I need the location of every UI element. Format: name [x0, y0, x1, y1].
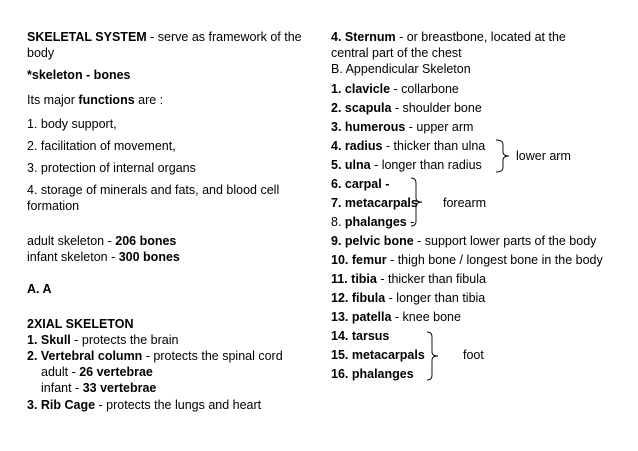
- text-line: central part of the chest: [331, 46, 462, 60]
- function-item: 4. storage of minerals and fats, and blood cell: [27, 183, 280, 197]
- sternum-line: 4. Sternum - or breastbone, located at the: [331, 30, 566, 44]
- adult-vertebrae-line: adult - 26 vertebrae: [41, 365, 153, 379]
- rib-cage-line: 3. Rib Cage - protects the lungs and heart: [27, 398, 262, 412]
- skull-line: 1. Skull - protects the brain: [27, 333, 179, 347]
- adult-skeleton-line: adult skeleton - 206 bones: [27, 234, 177, 248]
- function-item: 1. body support,: [27, 117, 117, 131]
- functions-line: Its major functions are :: [27, 93, 164, 107]
- infant-skeleton-line: infant skeleton - 300 bones: [27, 250, 180, 264]
- forearm-label: forearm: [443, 196, 487, 210]
- skeleton-bones-line: *skeleton - bones: [27, 68, 131, 82]
- vertebral-column-line: 2. Vertebral column - protects the spinal cord: [27, 349, 283, 363]
- metacarpals-foot-line: 15. metacarpals: [331, 348, 425, 362]
- function-item: 3. protection of internal organs: [27, 161, 196, 175]
- function-item: 2. facilitation of movement,: [27, 139, 176, 153]
- forearm-brace: [410, 176, 424, 228]
- scapula-line: 2. scapula - shoulder bone: [331, 101, 482, 115]
- pelvic-bone-line: 9. pelvic bone - support lower parts of the body: [331, 234, 597, 248]
- function-item: formation: [27, 199, 80, 213]
- text-line: body: [27, 46, 55, 60]
- tibia-line: 11. tibia - thicker than fibula: [331, 272, 486, 286]
- foot-label: foot: [463, 348, 484, 362]
- patella-line: 13. patella - knee bone: [331, 310, 461, 324]
- fibula-line: 12. fibula - longer than tibia: [331, 291, 486, 305]
- radius-line: 4. radius - thicker than ulna: [331, 139, 486, 153]
- phalanges-line: 8. phalanges -: [331, 215, 415, 229]
- axial-skeleton-heading: 2XIAL SKELETON: [27, 317, 134, 331]
- ulna-line: 5. ulna - longer than radius: [331, 158, 482, 172]
- skeletal-system-heading: SKELETAL SYSTEM - serve as framework of the: [27, 30, 302, 44]
- metacarpals-line: 7. metacarpals: [331, 196, 418, 210]
- carpal-line: 6. carpal -: [331, 177, 390, 191]
- tarsus-line: 14. tarsus: [331, 329, 390, 343]
- lower-arm-brace: [495, 138, 511, 174]
- infant-vertebrae-line: infant - 33 vertebrae: [41, 381, 157, 395]
- phalanges-foot-line: 16. phalanges: [331, 367, 414, 381]
- foot-brace: [426, 330, 440, 382]
- lower-arm-label: lower arm: [516, 149, 571, 163]
- clavicle-line: 1. clavicle - collarbone: [331, 82, 459, 96]
- humerous-line: 3. humerous - upper arm: [331, 120, 474, 134]
- section-a-heading: A. A: [27, 282, 52, 296]
- appendicular-heading: B. Appendicular Skeleton: [331, 62, 471, 76]
- femur-line: 10. femur - thigh bone / longest bone in the body: [331, 253, 603, 267]
